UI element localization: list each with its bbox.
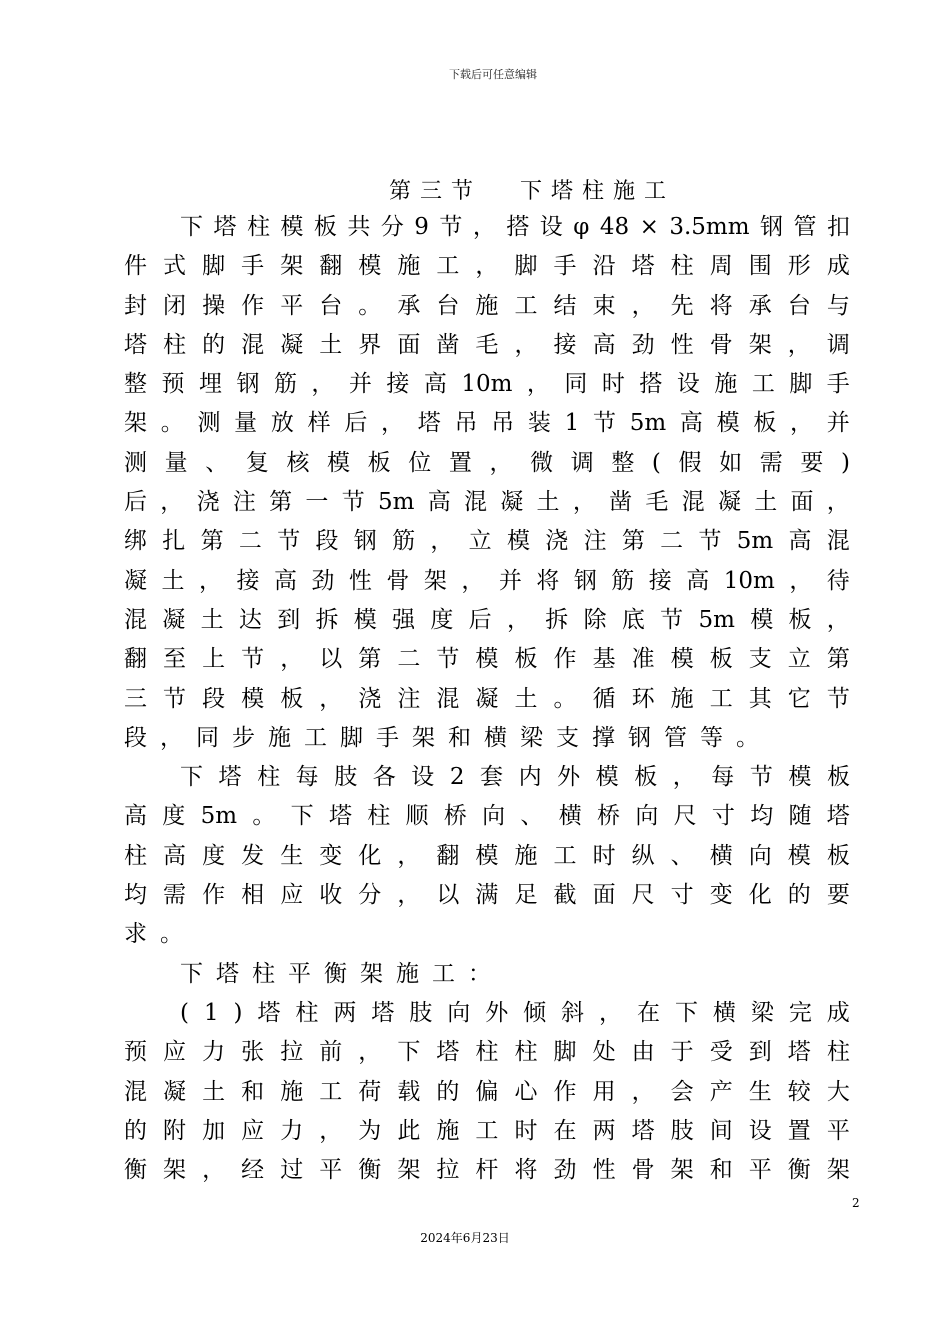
text-line: 下 塔 柱 模 板 共 分 9 节 ， 搭 设 φ 48 × 3.5mm 钢 管 扣 <box>180 214 850 240</box>
text-line: 的 附 加 应 力 ， 为 此 施 工 时 在 两 塔 肢 间 设 置 平 <box>124 1117 850 1144</box>
text-line: ( 1 ) 塔 柱 两 塔 肢 向 外 倾 斜 ， 在 下 横 梁 完 成 <box>180 999 850 1026</box>
text-line: 段 ， 同 步 施 工 脚 手 架 和 横 梁 支 撑 钢 管 等 。 <box>124 724 759 751</box>
page-header: 下载后可任意编辑 <box>449 68 537 81</box>
text-line: 高 度 5m 。 下 塔 柱 顺 桥 向 、 横 桥 向 尺 寸 均 随 塔 <box>124 803 850 830</box>
text-line: 测 量 、 复 核 模 板 位 置 ， 微 调 整 ( 假 如 需 要 ) <box>124 449 850 476</box>
body-text <box>124 208 850 1190</box>
page-footer-date: 2024年6月23日 <box>420 1231 510 1245</box>
text-line: 架 。 测 量 放 样 后 ， 塔 吊 吊 装 1 节 5m 高 模 板 ， 并 <box>124 410 850 437</box>
text-line: 封 闭 操 作 平 台 。 承 台 施 工 结 束 ， 先 将 承 台 与 <box>124 292 850 319</box>
text-line: 凝 土 ， 接 高 劲 性 骨 架 ， 并 将 钢 筋 接 高 10m ， 待 <box>124 567 850 594</box>
text-line: 预 应 力 张 拉 前 ， 下 塔 柱 柱 脚 处 由 于 受 到 塔 柱 <box>124 1039 850 1066</box>
text-line: 下 塔 柱 每 肢 各 设 2 套 内 外 模 板 ， 每 节 模 板 <box>180 764 850 791</box>
text-line: 混 凝 土 达 到 拆 模 强 度 后 ， 拆 除 底 节 5m 模 板 ， <box>124 606 850 633</box>
text-line: 整 预 埋 钢 筋 ， 并 接 高 10m ， 同 时 搭 设 施 工 脚 手 <box>124 371 850 398</box>
text-line: 塔 柱 的 混 凝 土 界 面 凿 毛 ， 接 高 劲 性 骨 架 ， 调 <box>124 331 850 358</box>
text-line: 翻 至 上 节 ， 以 第 二 节 模 板 作 基 准 模 板 支 立 第 <box>124 646 850 673</box>
section-title <box>0 174 950 205</box>
text-line: 件 式 脚 手 架 翻 模 施 工 ， 脚 手 沿 塔 柱 周 围 形 成 <box>124 253 850 280</box>
text-line: 后 ， 浇 注 第 一 节 5m 高 混 凝 土 ， 凿 毛 混 凝 土 面 ， <box>124 489 850 516</box>
text-line: 衡 架 ， 经 过 平 衡 架 拉 杆 将 劲 性 骨 架 和 平 衡 架 <box>124 1157 850 1184</box>
text-line: 柱 高 度 发 生 变 化 ， 翻 模 施 工 时 纵 、 横 向 模 板 <box>124 842 850 869</box>
page-number: 2 <box>852 1196 860 1210</box>
text-line: 绑 扎 第 二 节 段 钢 筋 ， 立 模 浇 注 第 二 节 5m 高 混 <box>124 528 850 555</box>
section-number: 第三节 <box>388 179 482 204</box>
text-line: 下 塔 柱 平 衡 架 施 工 ： <box>180 960 491 987</box>
text-line: 均 需 作 相 应 收 分 ， 以 满 足 截 面 尺 寸 变 化 的 要 <box>124 882 850 909</box>
section-heading: 下塔柱施工 <box>520 179 676 204</box>
text-line: 混 凝 土 和 施 工 荷 载 的 偏 心 作 用 ， 会 产 生 较 大 <box>124 1078 850 1105</box>
text-line: 求 。 <box>124 921 183 948</box>
text-line: 三 节 段 模 板 ， 浇 注 混 凝 土 。 循 环 施 工 其 它 节 <box>124 685 850 712</box>
